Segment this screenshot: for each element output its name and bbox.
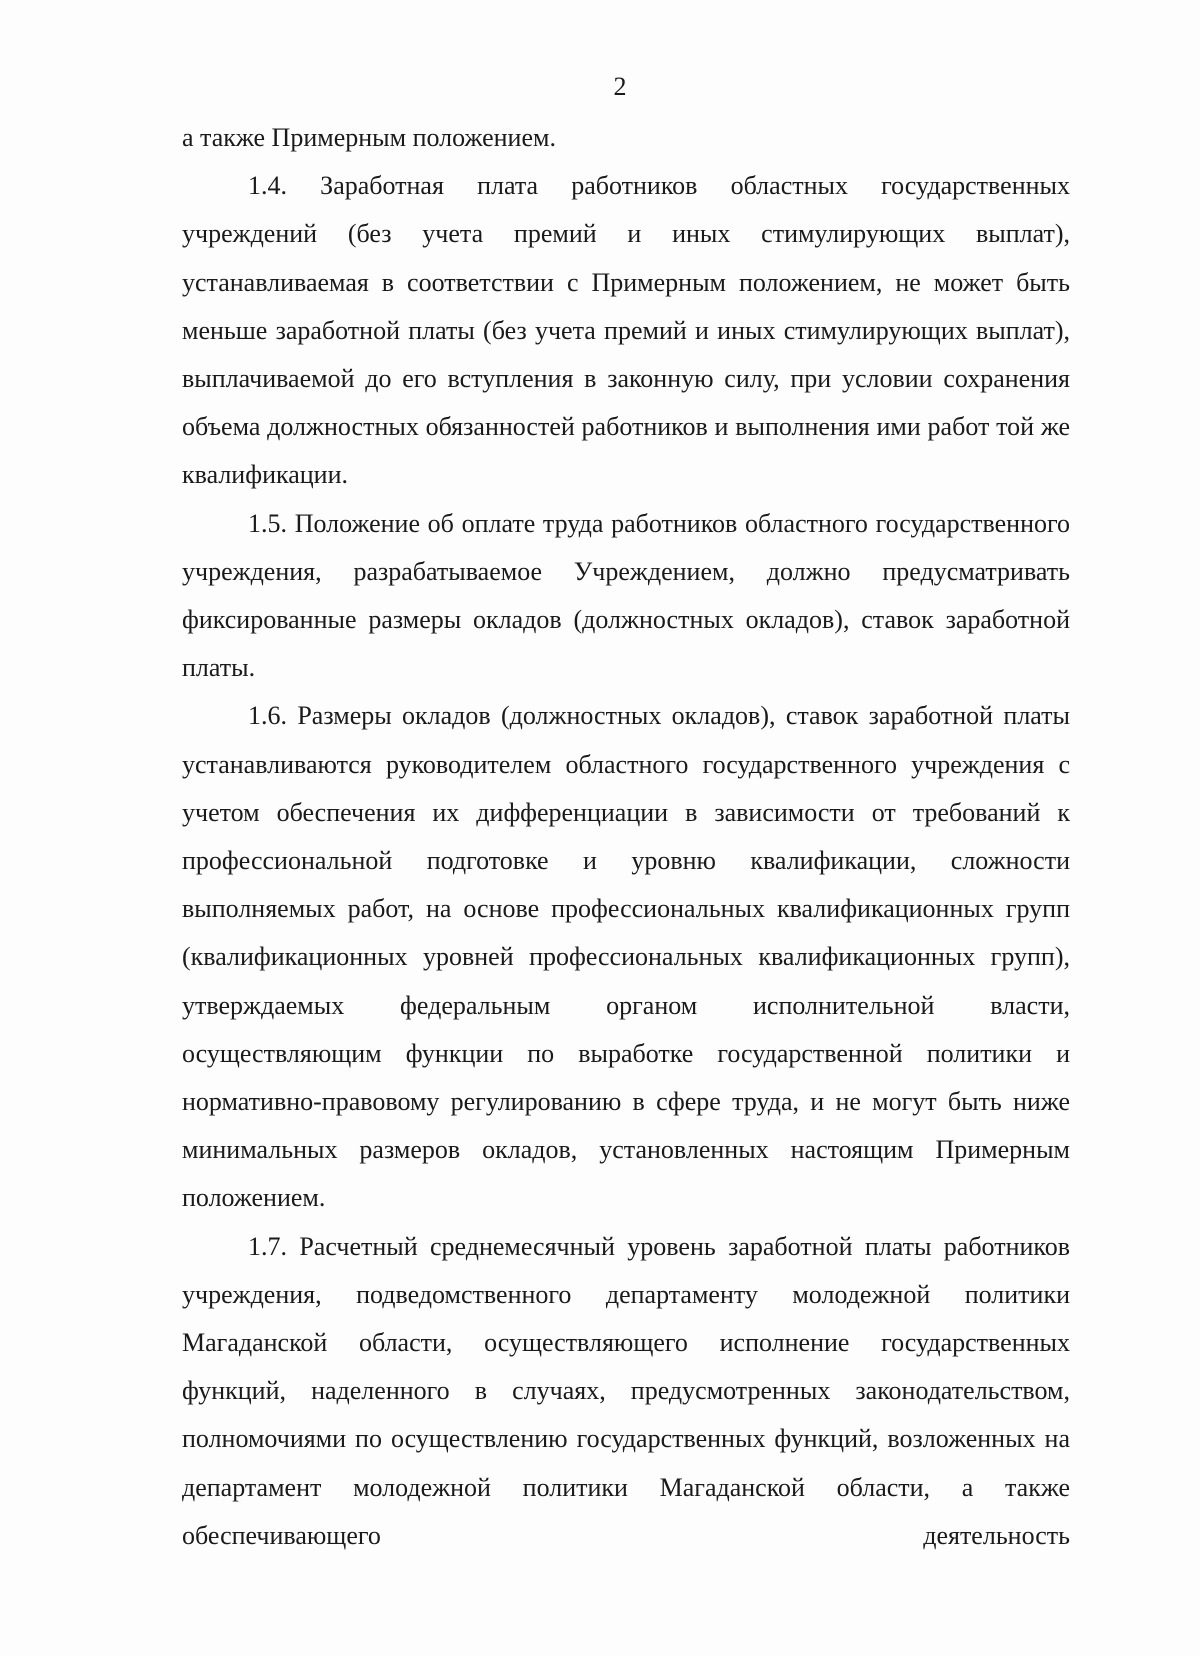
paragraph-continuation: а также Примерным положением. [182, 123, 556, 152]
page-number: 2 [613, 72, 627, 101]
paragraph-1-7: 1.7. Расчетный среднемесячный уровень заработной платы работников учреждения, подведомственного департаменту молодежной политики Магаданской области, осуществляющего исполнение государственных функций, наделенного в случаях, предусмотренных законодательством, полномочиями по осуществлению государственных функций, возложенных на департамент молодежной политики Магаданской области, а также обеспечивающего деятельность [182, 1231, 1070, 1550]
paragraph-1-4: 1.4. Заработная плата работников областных государственных учреждений (без учета премий и иных стимулирующих выплат), устанавливаемая в соответствии с Примерным положением, не может быть меньше заработной платы (без учета премий и иных стимулирующих выплат), выплачиваемой до его вступления в законную силу, при условии сохранения объема должностных обязанностей работников и выполнения ими работ той же квалификации. [182, 171, 1070, 490]
paragraph-1-5: 1.5. Положение об оплате труда работников областного государственного учреждения, разрабатываемое Учреждением, должно предусматривать фиксированные размеры окладов (должностных окладов), ставок заработной платы. [182, 508, 1070, 683]
paragraph-1-6: 1.6. Размеры окладов (должностных окладов), ставок заработной платы устанавливаются руководителем областного государственного учреждения с учетом обеспечения их дифференциации в зависимости от требований к профессиональной подготовке и уровню квалификации, сложности выполняемых работ, на основе профессиональных квалификационных групп (квалификационных уровней профессиональных квалификационных групп), утверждаемых федеральным органом исполнительной власти, осуществляющим функции по выработке государственной политики и нормативно-правовому регулированию в сфере труда, и не могут быть ниже минимальных размеров окладов, установленных настоящим Примерным положением. [182, 701, 1070, 1213]
document-body [182, 114, 1070, 1560]
